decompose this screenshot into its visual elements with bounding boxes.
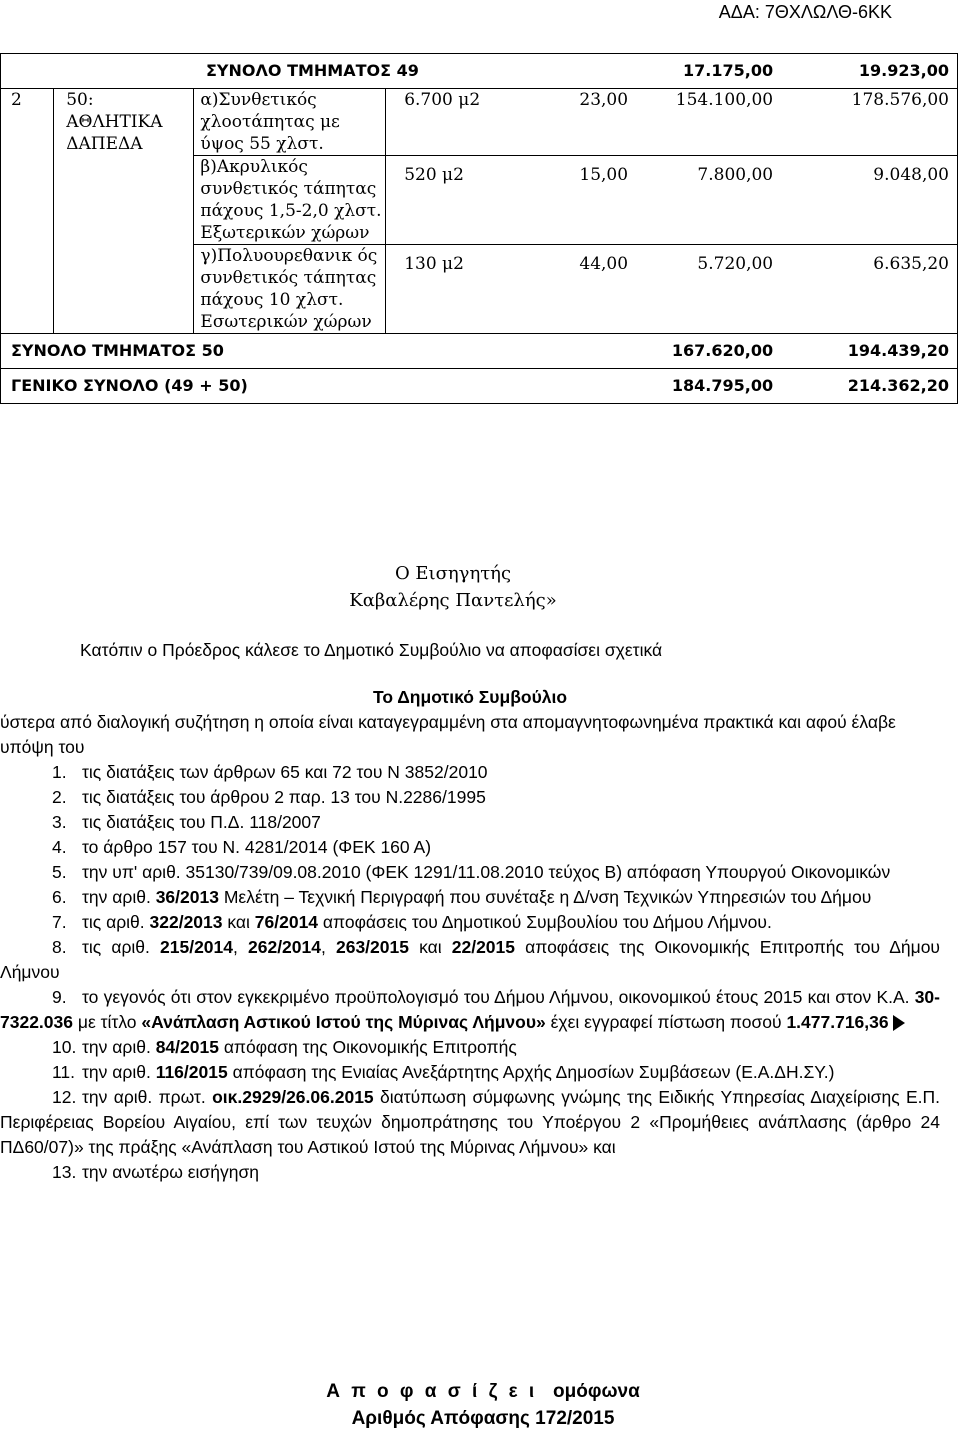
- list-item: 5. την υπ' αριθ. 35130/739/09.08.2010 (ΦΕΚ 1291/11.08.2010 τεύχος Β) απόφαση Υπουργού Οικονομικών: [52, 862, 891, 882]
- item-total: 178.576,00: [773, 89, 957, 156]
- item-description: α)Συνθετικός χλοοτάπητας με ύψος 55 χλστ.: [194, 89, 386, 156]
- table-row: [1, 89, 958, 156]
- item-quantity: 520 μ2: [386, 156, 507, 245]
- item-description: γ)Πολυουρεθανικ ός συνθετικός τάπητας πάχους 10 χλστ. Εσωτερικών χώρων: [194, 245, 386, 334]
- signer-role: Ο Εισηγητής: [394, 563, 512, 584]
- item-unit-price: 44,00: [507, 245, 628, 334]
- section-49-label: ΣΥΝΟΛΟ ΤΜΗΜΑΤΟΣ 49: [1, 54, 508, 89]
- list-item: 2. τις διατάξεις του άρθρου 2 παρ. 13 του Ν.2286/1995: [52, 787, 486, 807]
- list-item: 6. την αριθ. 36/2013 Μελέτη – Τεχνική Περιγραφή που συνέταξε η Δ/νση Τεχνικών Υπηρεσιών του Δήμου: [52, 887, 872, 907]
- decision-number: Αριθμός Απόφασης 172/2015: [351, 1408, 615, 1429]
- item-unit-price: 23,00: [507, 89, 628, 156]
- council-title: Το Δημοτικό Συμβούλιο: [372, 687, 568, 707]
- grand-total-net: 184.795,00: [628, 369, 773, 404]
- section-49-net: 17.175,00: [628, 54, 773, 89]
- section-49-total-row: [1, 54, 958, 89]
- list-item: 7. τις αριθ. 322/2013 και 76/2014 αποφάσεις του Δημοτικού Συμβουλίου του Δήμου Λήμνου.: [52, 912, 772, 932]
- group-category: 50: ΑΘΛΗΤΙΚΑ ΔΑΠΕΔΑ: [54, 89, 194, 334]
- list-item: 9. το γεγονός ότι στον εγκεκριμένο προϋπολογισμό του Δήμου Λήμνου, οικονομικού έτους 2015 και στον Κ.Α. 30-7322.036 με τίτλο «Ανάπλαση Αστικού Ιστού της Μύρινας Λήμνου» έχει εγγραφεί πίστωση ποσού 1.477.716,36: [0, 987, 940, 1032]
- decision-body: [0, 638, 940, 1185]
- item-net: 154.100,00: [628, 89, 773, 156]
- intro-text: Κατόπιν ο Πρόεδρος κάλεσε το Δημοτικό Συμβούλιο να αποφασίσει σχετικά: [80, 640, 663, 660]
- item-quantity: 6.700 μ2: [386, 89, 507, 156]
- list-item: 1. τις διατάξεις των άρθρων 65 και 72 του Ν 3852/2010: [52, 762, 488, 782]
- list-item: 11. την αριθ. 116/2015 απόφαση της Ενιαίας Ανεξάρτητης Αρχής Δημοσίων Συμβάσεων (Ε.Α.ΔΗ.ΣΥ.): [52, 1062, 835, 1082]
- list-item: 10. την αριθ. 84/2015 απόφαση της Οικονομικής Επιτροπής: [52, 1037, 517, 1057]
- item-unit-price: 15,00: [507, 156, 628, 245]
- item-net: 7.800,00: [628, 156, 773, 245]
- item-net: 5.720,00: [628, 245, 773, 334]
- section-50-total: 194.439,20: [773, 334, 957, 369]
- decides-word: Α π ο φ α σ ί ζ ε ι: [326, 1381, 538, 1402]
- grand-total-row: [1, 369, 958, 404]
- signer-name: Καβαλέρης Παντελής»: [349, 590, 557, 611]
- list-item: 12. την αριθ. πρωτ. οικ.2929/26.06.2015 διατύπωση σύμφωνης γνώμης της Ειδικής Υπηρεσίας Διαχείρισης Ε.Π. Περιφέρειας Βορείου Αιγαίου, επί των τευχών δημοπράτησης του Υποέργου 2 «Προμήθειες ανάπλασης (άρθρο 24 ΠΔ60/07)» της πράξης «Ανάπλαση του Αστικού Ιστού της Μύρινας Λήμνου» και: [0, 1087, 940, 1157]
- council-lead: ύστερα από διαλογική συζήτηση η οποία είναι καταγεγραμμένη στα απομαγνητοφωνημένα πρακτικά και αφού έλαβε υπόψη του: [0, 712, 896, 757]
- list-item: 13. την ανωτέρω εισήγηση: [52, 1162, 259, 1182]
- section-50-total-row: [1, 334, 958, 369]
- group-number: 2: [1, 89, 54, 334]
- grand-total-label: ΓΕΝΙΚΟ ΣΥΝΟΛΟ (49 + 50): [1, 369, 508, 404]
- item-quantity: 130 μ2: [386, 245, 507, 334]
- budget-table: [0, 53, 958, 404]
- unanimous-word: ομόφωνα: [553, 1381, 640, 1402]
- item-total: 9.048,00: [773, 156, 957, 245]
- section-50-net: 167.620,00: [628, 334, 773, 369]
- item-total: 6.635,20: [773, 245, 957, 334]
- grand-total-total: 214.362,20: [773, 369, 957, 404]
- list-item: 8. τις αριθ. 215/2014, 262/2014, 263/2015 και 22/2015 αποφάσεις της Οικονομικής Επιτροπής του Δήμου Λήμνου: [0, 937, 941, 982]
- item-description: β)Ακρυλικός συνθετικός τάπητας πάχους 1,5-2,0 χλστ. Εξωτερικών χώρων: [194, 156, 386, 245]
- list-item: 4. το άρθρο 157 του Ν. 4281/2014 (ΦΕΚ 160 Α): [52, 837, 432, 857]
- arrow-right-icon: [893, 1015, 905, 1031]
- section-49-total: 19.923,00: [773, 54, 957, 89]
- section-50-label: ΣΥΝΟΛΟ ΤΜΗΜΑΤΟΣ 50: [1, 334, 508, 369]
- list-item: 3. τις διατάξεις του Π.Δ. 118/2007: [52, 812, 321, 832]
- decision-heading: [0, 1378, 960, 1432]
- ada-code: ΑΔΑ: 7ΘΧΛΩΛΘ-6ΚΚ: [718, 2, 892, 22]
- signer-block: [0, 560, 906, 614]
